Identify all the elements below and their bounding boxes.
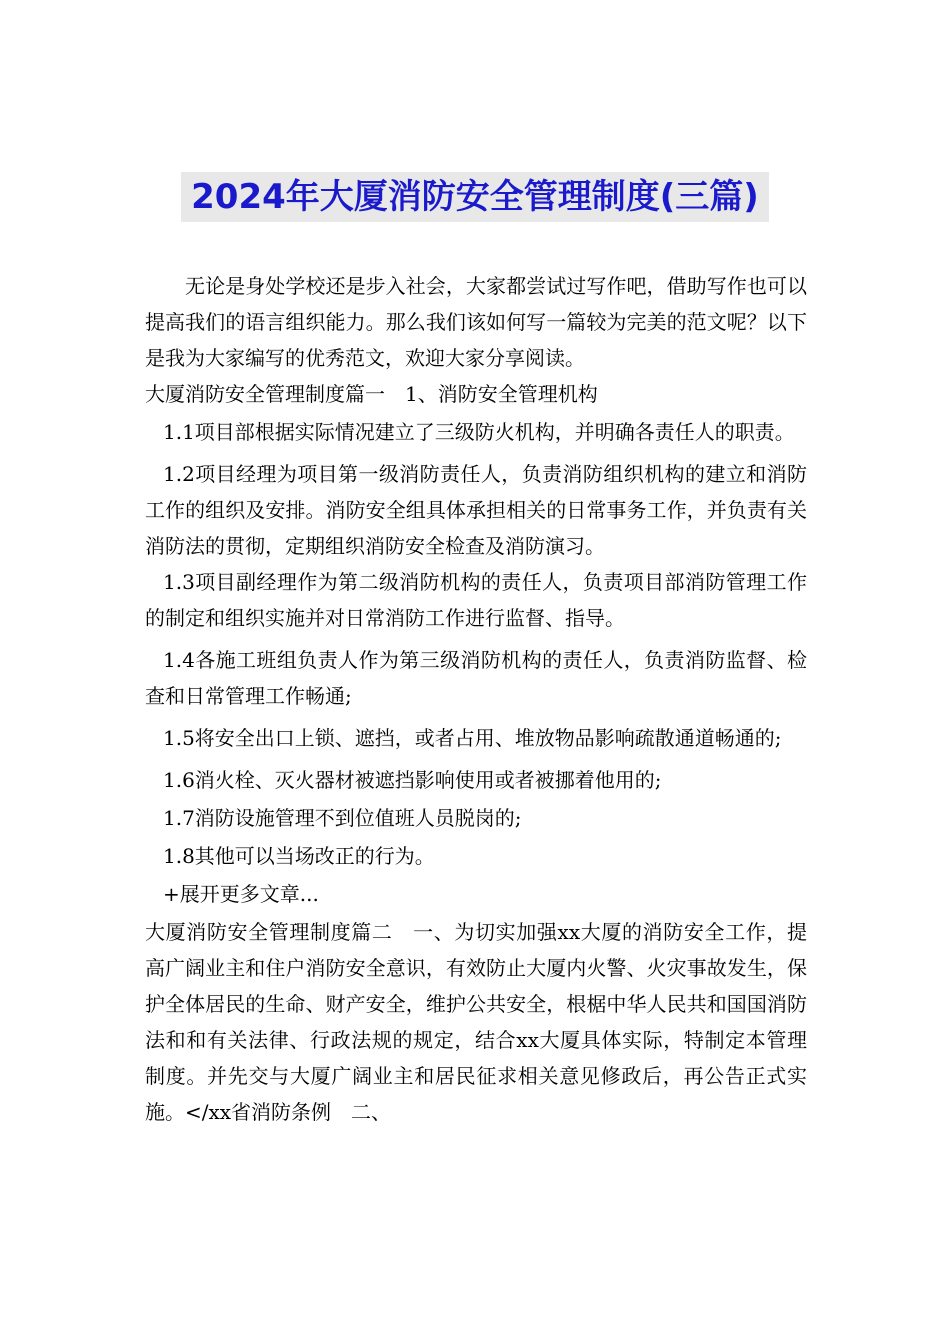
document-body: [145, 268, 807, 1130]
clause-1-1: 1.1项目部根据实际情况建立了三级防火机构，并明确各责任人的职责。: [163, 420, 795, 444]
intro-paragraph: 无论是身处学校还是步入社会，大家都尝试过写作吧，借助写作也可以提高我们的语言组织能力。那么我们该如何写一篇较为完美的范文呢？以下是我为大家编写的优秀范文，欢迎大家分享阅读。: [145, 274, 807, 370]
section-2-paragraph: 大厦消防安全管理制度篇二 一、为切实加强xx大厦的消防安全工作，提高广阔业主和住户消防安全意识，有效防止大厦内火警、火灾事故发生，保护全体居民的生命、财产安全，维护公共安全，根椐中华人民共和国国消防法和和有关法律、行政法规的规定，结合xx大厦具体实际，特制定本管理制度。并先交与大厦广阔业主和居民征求相关意见修政后，再公告正式实施。</xx省消防条例 二、: [145, 920, 807, 1124]
clause-1-7: 1.7消防设施管理不到位值班人员脱岗的;: [163, 806, 522, 830]
clause-1-5: 1.5将安全出口上锁、遮挡，或者占用、堆放物品影响疏散通道畅通的;: [163, 726, 782, 750]
clause-1-4: 1.4各施工班组负责人作为第三级消防机构的责任人，负责消防监督、检查和日常管理工作畅通;: [145, 648, 807, 708]
clause-1-3: 1.3项目副经理作为第二级消防机构的责任人，负责项目部消防管理工作的制定和组织实施并对日常消防工作进行监督、指导。: [145, 570, 807, 630]
clause-1-8: 1.8其他可以当场改正的行为。: [163, 844, 435, 868]
clause-1-6: 1.6消火栓、灭火器材被遮挡影响使用或者被挪着他用的;: [163, 768, 662, 792]
expand-more-link[interactable]: +展开更多文章...: [163, 882, 319, 906]
clause-1-2: 1.2项目经理为项目第一级消防责任人，负责消防组织机构的建立和消防工作的组织及安排。消防安全组具体承担相关的日常事务工作，并负责有关消防法的贯彻，定期组织消防安全检查及消防演习。: [145, 462, 807, 558]
title-container: [0, 172, 950, 222]
section-heading-1: 大厦消防安全管理制度篇一 1、消防安全管理机构: [145, 382, 598, 406]
document-title: 2024年大厦消防安全管理制度(三篇): [181, 172, 769, 222]
